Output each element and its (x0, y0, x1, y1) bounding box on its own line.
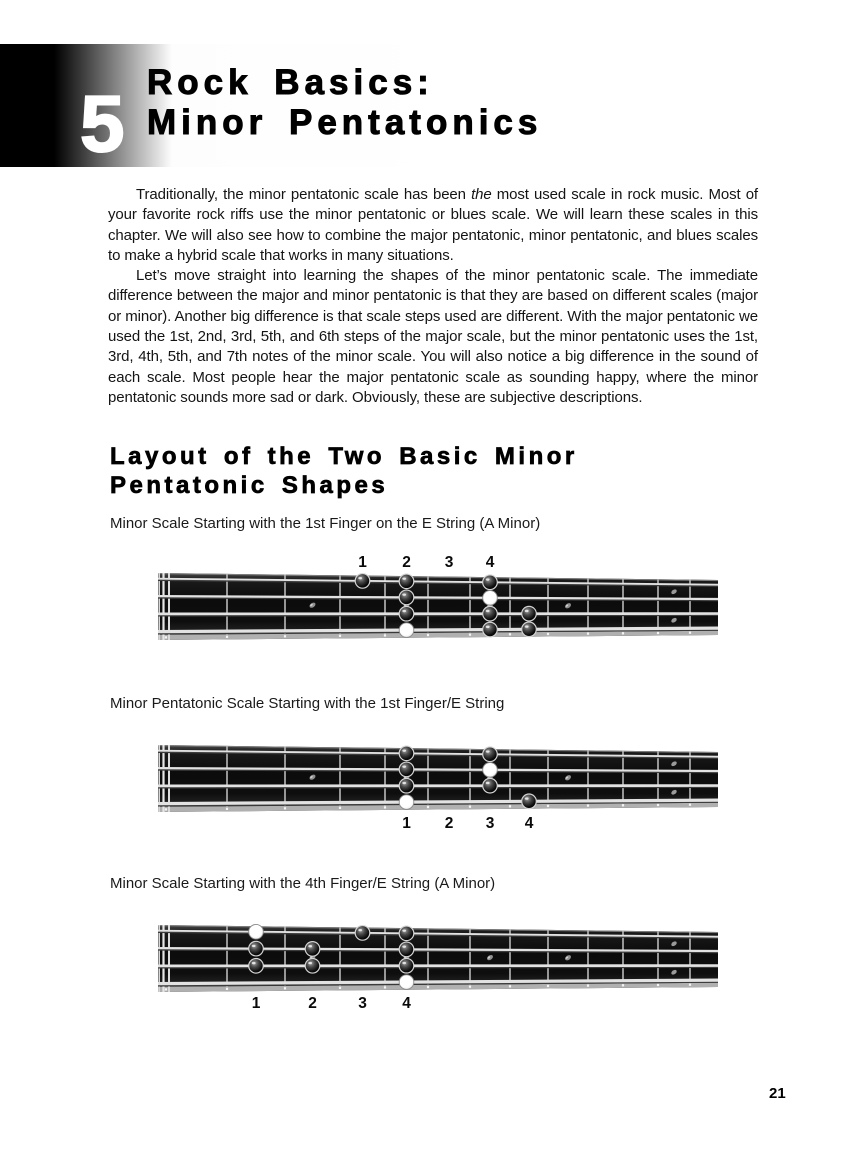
section-heading-line1: Layout of the Two Basic Minor (110, 443, 578, 470)
finger-number: 2 (308, 995, 317, 1012)
note-dot (399, 606, 414, 621)
chapter-number: 5 (80, 79, 125, 168)
note-dot (483, 778, 498, 793)
note-dot (399, 590, 414, 605)
section-heading-line2: Pentatonic Shapes (110, 472, 389, 499)
finger-number: 2 (444, 815, 454, 832)
finger-number: 3 (485, 815, 495, 832)
figure-caption: Minor Pentatonic Scale Starting with the 1st Finger/E String (110, 695, 505, 712)
chapter-title-line2: Minor Pentatonics (147, 103, 543, 142)
note-dot (249, 959, 264, 974)
note-dot (355, 926, 370, 941)
fretboard-diagram (158, 742, 718, 834)
root-note-dot (399, 795, 414, 810)
note-dot (483, 747, 498, 762)
root-note-dot (483, 591, 498, 606)
chapter-title-line1: Rock Basics: (147, 63, 434, 102)
root-note-dot (483, 763, 498, 778)
finger-number: 4 (402, 995, 411, 1012)
note-dot (522, 794, 537, 809)
note-dot (522, 606, 537, 621)
note-dot (399, 942, 414, 957)
finger-number: 1 (358, 554, 367, 571)
note-dot (483, 575, 498, 590)
note-dot (305, 942, 320, 957)
page-number: 21 (769, 1085, 786, 1102)
root-note-dot (399, 623, 414, 638)
section-heading (110, 442, 578, 500)
finger-number: 4 (485, 554, 495, 571)
note-dot (399, 926, 414, 941)
finger-number: 3 (358, 995, 367, 1012)
note-dot (483, 606, 498, 621)
note-dot (483, 622, 498, 637)
body-text (108, 185, 758, 408)
fretboard-diagram (158, 551, 718, 643)
note-dot (399, 958, 414, 973)
note-dot (522, 622, 537, 637)
body-paragraph: Let’s move straight into learning the shapes of the minor pentatonic scale. The immediate difference between the major and minor pentatonic is that they are based on different scales (major or minor). Another big difference is that scale steps used are different. With the major pentatonic we used the 1st, 2nd, 3rd, 5th, and 6th steps of the major scale, but the minor pentatonic uses the 1st, 3rd, 4th, 5th, and 7th notes of the minor scale. You will also notice a big difference in the sound of each scale. Most people hear the major pentatonic scale as sounding happy, where the minor pentatonic sounds more sad or dark. Obviously, these are subjective descriptions. (108, 267, 758, 406)
finger-number: 2 (402, 554, 411, 571)
chapter-title (147, 63, 542, 143)
figure-caption: Minor Scale Starting with the 4th Finger/E String (A Minor) (110, 875, 496, 892)
finger-number: 1 (251, 995, 261, 1012)
note-dot (399, 746, 414, 761)
figure-caption: Minor Scale Starting with the 1st Finger on the E String (A Minor) (110, 515, 541, 532)
note-dot (249, 941, 264, 956)
body-paragraph: Traditionally, the minor pentatonic scale has been the most used scale in rock music. Most of your favorite rock riffs use the minor pentatonic or blues scale. We will learn these scales in this chapter. We will also see how to combine the major pentatonic, minor pentatonic, and blues scales to make a hybrid scale that works in many situations. (108, 186, 759, 264)
root-note-dot (399, 975, 414, 990)
note-dot (355, 574, 370, 589)
note-dot (399, 574, 414, 589)
note-dot (399, 762, 414, 777)
finger-number: 4 (524, 815, 534, 832)
finger-number: 1 (402, 815, 411, 832)
finger-number: 3 (444, 554, 454, 571)
root-note-dot (249, 924, 264, 939)
note-dot (399, 778, 414, 793)
fretboard-diagram (158, 922, 718, 1014)
note-dot (305, 958, 320, 973)
